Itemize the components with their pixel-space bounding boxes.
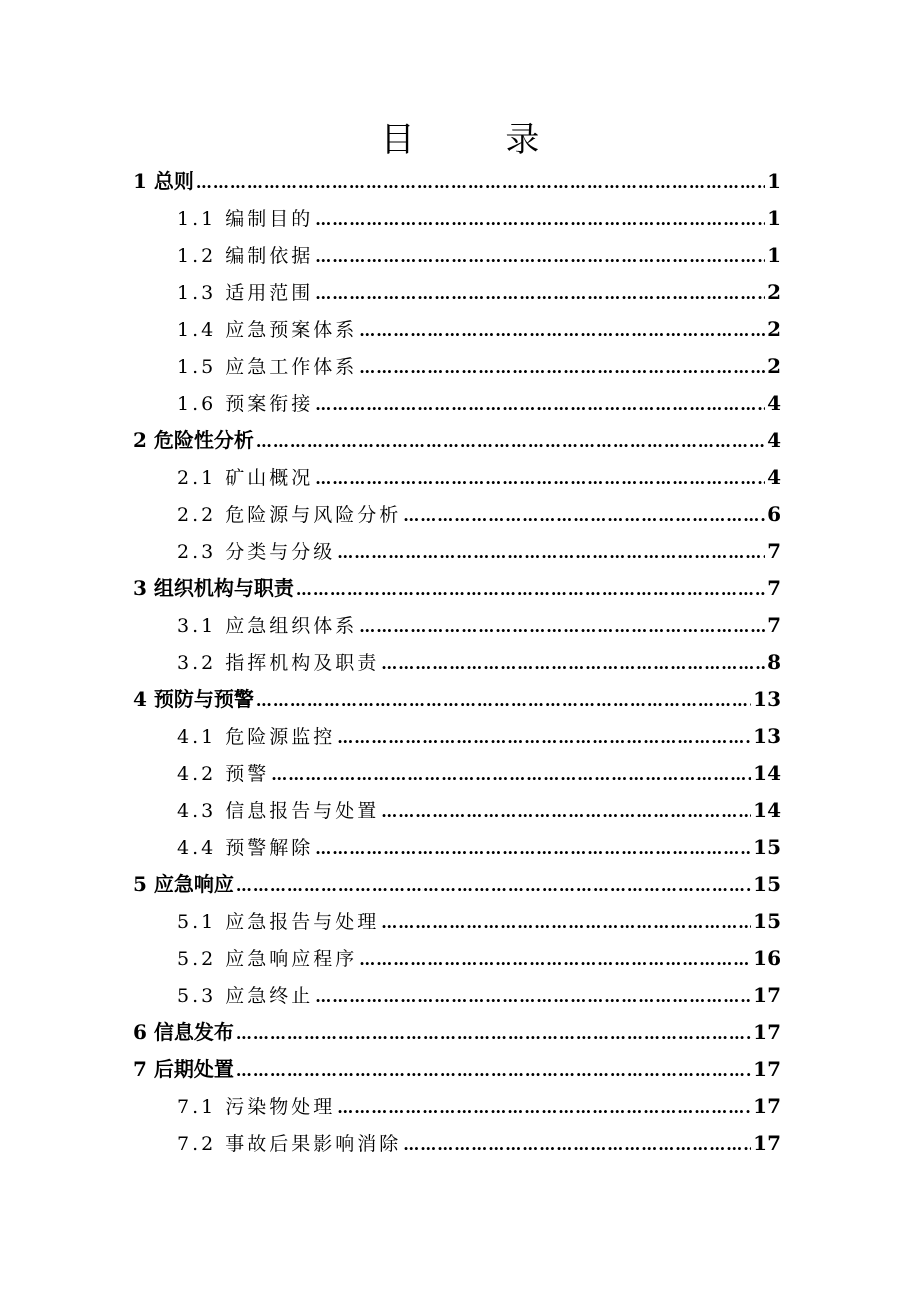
toc-section-entry[interactable]	[133, 1125, 781, 1162]
toc-chapter-entry[interactable]	[133, 570, 781, 607]
dot-leader	[403, 497, 765, 534]
toc-page-number: 15	[753, 872, 781, 896]
dot-leader	[359, 941, 751, 978]
toc-section-entry[interactable]	[133, 200, 781, 237]
toc-entry-label: 1.1 编制目的	[177, 208, 314, 230]
toc-section-entry[interactable]	[133, 496, 781, 533]
dot-leader	[271, 756, 751, 793]
toc-entry-label: 4.2 预警	[177, 763, 270, 785]
toc-section-entry[interactable]	[133, 977, 781, 1014]
toc-page-number: 17	[753, 983, 781, 1007]
toc-page-number: 7	[767, 613, 781, 637]
toc-entry-label: 1.4 应急预案体系	[177, 319, 358, 341]
toc-entry-label: 2.1 矿山概况	[177, 467, 314, 489]
dot-leader	[236, 1052, 751, 1089]
toc-entry-label: 3 组织机构与职责	[133, 576, 294, 600]
toc-chapter-entry[interactable]	[133, 681, 781, 718]
toc-entry-label: 4.4 预警解除	[177, 837, 314, 859]
toc-section-entry[interactable]	[133, 903, 781, 940]
toc-entry-label: 1.6 预案衔接	[177, 393, 314, 415]
toc-entry-label: 5 应急响应	[133, 872, 234, 896]
toc-page-number: 16	[753, 946, 781, 970]
toc-section-entry[interactable]	[133, 718, 781, 755]
dot-leader	[256, 682, 751, 719]
toc-entry-label: 5.3 应急终止	[177, 985, 314, 1007]
toc-entry-label: 7.1 污染物处理	[177, 1096, 336, 1118]
toc-entry-label: 7 后期处置	[133, 1057, 234, 1081]
toc-chapter-entry[interactable]	[133, 422, 781, 459]
toc-section-entry[interactable]	[133, 755, 781, 792]
dot-leader	[337, 534, 765, 571]
toc-page-number: 1	[767, 206, 781, 230]
toc-section-entry[interactable]	[133, 311, 781, 348]
toc-entry-label: 4.3 信息报告与处置	[177, 800, 380, 822]
toc-page-number: 2	[767, 317, 781, 341]
dot-leader	[315, 460, 765, 497]
dot-leader	[315, 386, 765, 423]
toc-page-number: 17	[753, 1020, 781, 1044]
dot-leader	[359, 312, 765, 349]
toc-page-number: 4	[767, 391, 781, 415]
toc-entry-label: 1.2 编制依据	[177, 245, 314, 267]
toc-entry-label: 1 总则	[133, 169, 194, 193]
toc-entry-label: 2 危险性分析	[133, 428, 254, 452]
toc-page-number: 14	[753, 798, 781, 822]
toc-section-entry[interactable]	[133, 644, 781, 681]
dot-leader	[315, 978, 751, 1015]
toc-entry-label: 2.3 分类与分级	[177, 541, 336, 563]
toc-page-number: 7	[767, 539, 781, 563]
toc-page-number: 8	[767, 650, 781, 674]
toc-section-entry[interactable]	[133, 792, 781, 829]
dot-leader	[337, 719, 751, 756]
dot-leader	[359, 349, 765, 386]
toc-entry-label: 4.1 危险源监控	[177, 726, 336, 748]
toc-page-number: 4	[767, 465, 781, 489]
toc-page-number: 15	[753, 835, 781, 859]
toc-section-entry[interactable]	[133, 385, 781, 422]
dot-leader	[359, 608, 765, 645]
table-of-contents	[133, 163, 781, 1162]
dot-leader	[381, 904, 751, 941]
toc-section-entry[interactable]	[133, 237, 781, 274]
toc-page-number: 17	[753, 1057, 781, 1081]
toc-entry-label: 4 预防与预警	[133, 687, 254, 711]
toc-page-number: 2	[767, 280, 781, 304]
toc-section-entry[interactable]	[133, 459, 781, 496]
dot-leader	[315, 275, 765, 312]
dot-leader	[296, 571, 765, 608]
page-title: 目 录	[380, 120, 580, 160]
toc-page-number: 1	[767, 169, 781, 193]
dot-leader	[236, 867, 751, 904]
toc-chapter-entry[interactable]	[133, 1051, 781, 1088]
dot-leader	[196, 164, 765, 201]
toc-entry-label: 3.2 指挥机构及职责	[177, 652, 380, 674]
toc-entry-label: 7.2 事故后果影响消除	[177, 1133, 402, 1155]
toc-entry-label: 6 信息发布	[133, 1020, 234, 1044]
toc-section-entry[interactable]	[133, 533, 781, 570]
toc-section-entry[interactable]	[133, 348, 781, 385]
dot-leader	[315, 201, 765, 238]
toc-entry-label: 5.2 应急响应程序	[177, 948, 358, 970]
toc-page-number: 4	[767, 428, 781, 452]
toc-entry-label: 5.1 应急报告与处理	[177, 911, 380, 933]
toc-page-number: 13	[753, 724, 781, 748]
toc-entry-label: 3.1 应急组织体系	[177, 615, 358, 637]
toc-page-number: 15	[753, 909, 781, 933]
toc-section-entry[interactable]	[133, 1088, 781, 1125]
toc-page-number: 17	[753, 1131, 781, 1155]
toc-section-entry[interactable]	[133, 274, 781, 311]
toc-section-entry[interactable]	[133, 607, 781, 644]
toc-section-entry[interactable]	[133, 829, 781, 866]
toc-entry-label: 2.2 危险源与风险分析	[177, 504, 402, 526]
toc-entry-label: 1.5 应急工作体系	[177, 356, 358, 378]
dot-leader	[381, 645, 765, 682]
toc-chapter-entry[interactable]	[133, 1014, 781, 1051]
dot-leader	[337, 1089, 751, 1126]
toc-page-number: 13	[753, 687, 781, 711]
toc-page-number: 2	[767, 354, 781, 378]
dot-leader	[403, 1126, 751, 1163]
toc-entry-label: 1.3 适用范围	[177, 282, 314, 304]
toc-chapter-entry[interactable]	[133, 163, 781, 200]
toc-section-entry[interactable]	[133, 940, 781, 977]
toc-page-number: 6	[767, 502, 781, 526]
toc-chapter-entry[interactable]	[133, 866, 781, 903]
toc-page-number: 14	[753, 761, 781, 785]
toc-page-number: 1	[767, 243, 781, 267]
dot-leader	[315, 238, 765, 275]
toc-page-number: 7	[767, 576, 781, 600]
dot-leader	[381, 793, 751, 830]
dot-leader	[315, 830, 751, 867]
dot-leader	[256, 423, 765, 460]
dot-leader	[236, 1015, 751, 1052]
toc-page-number: 17	[753, 1094, 781, 1118]
